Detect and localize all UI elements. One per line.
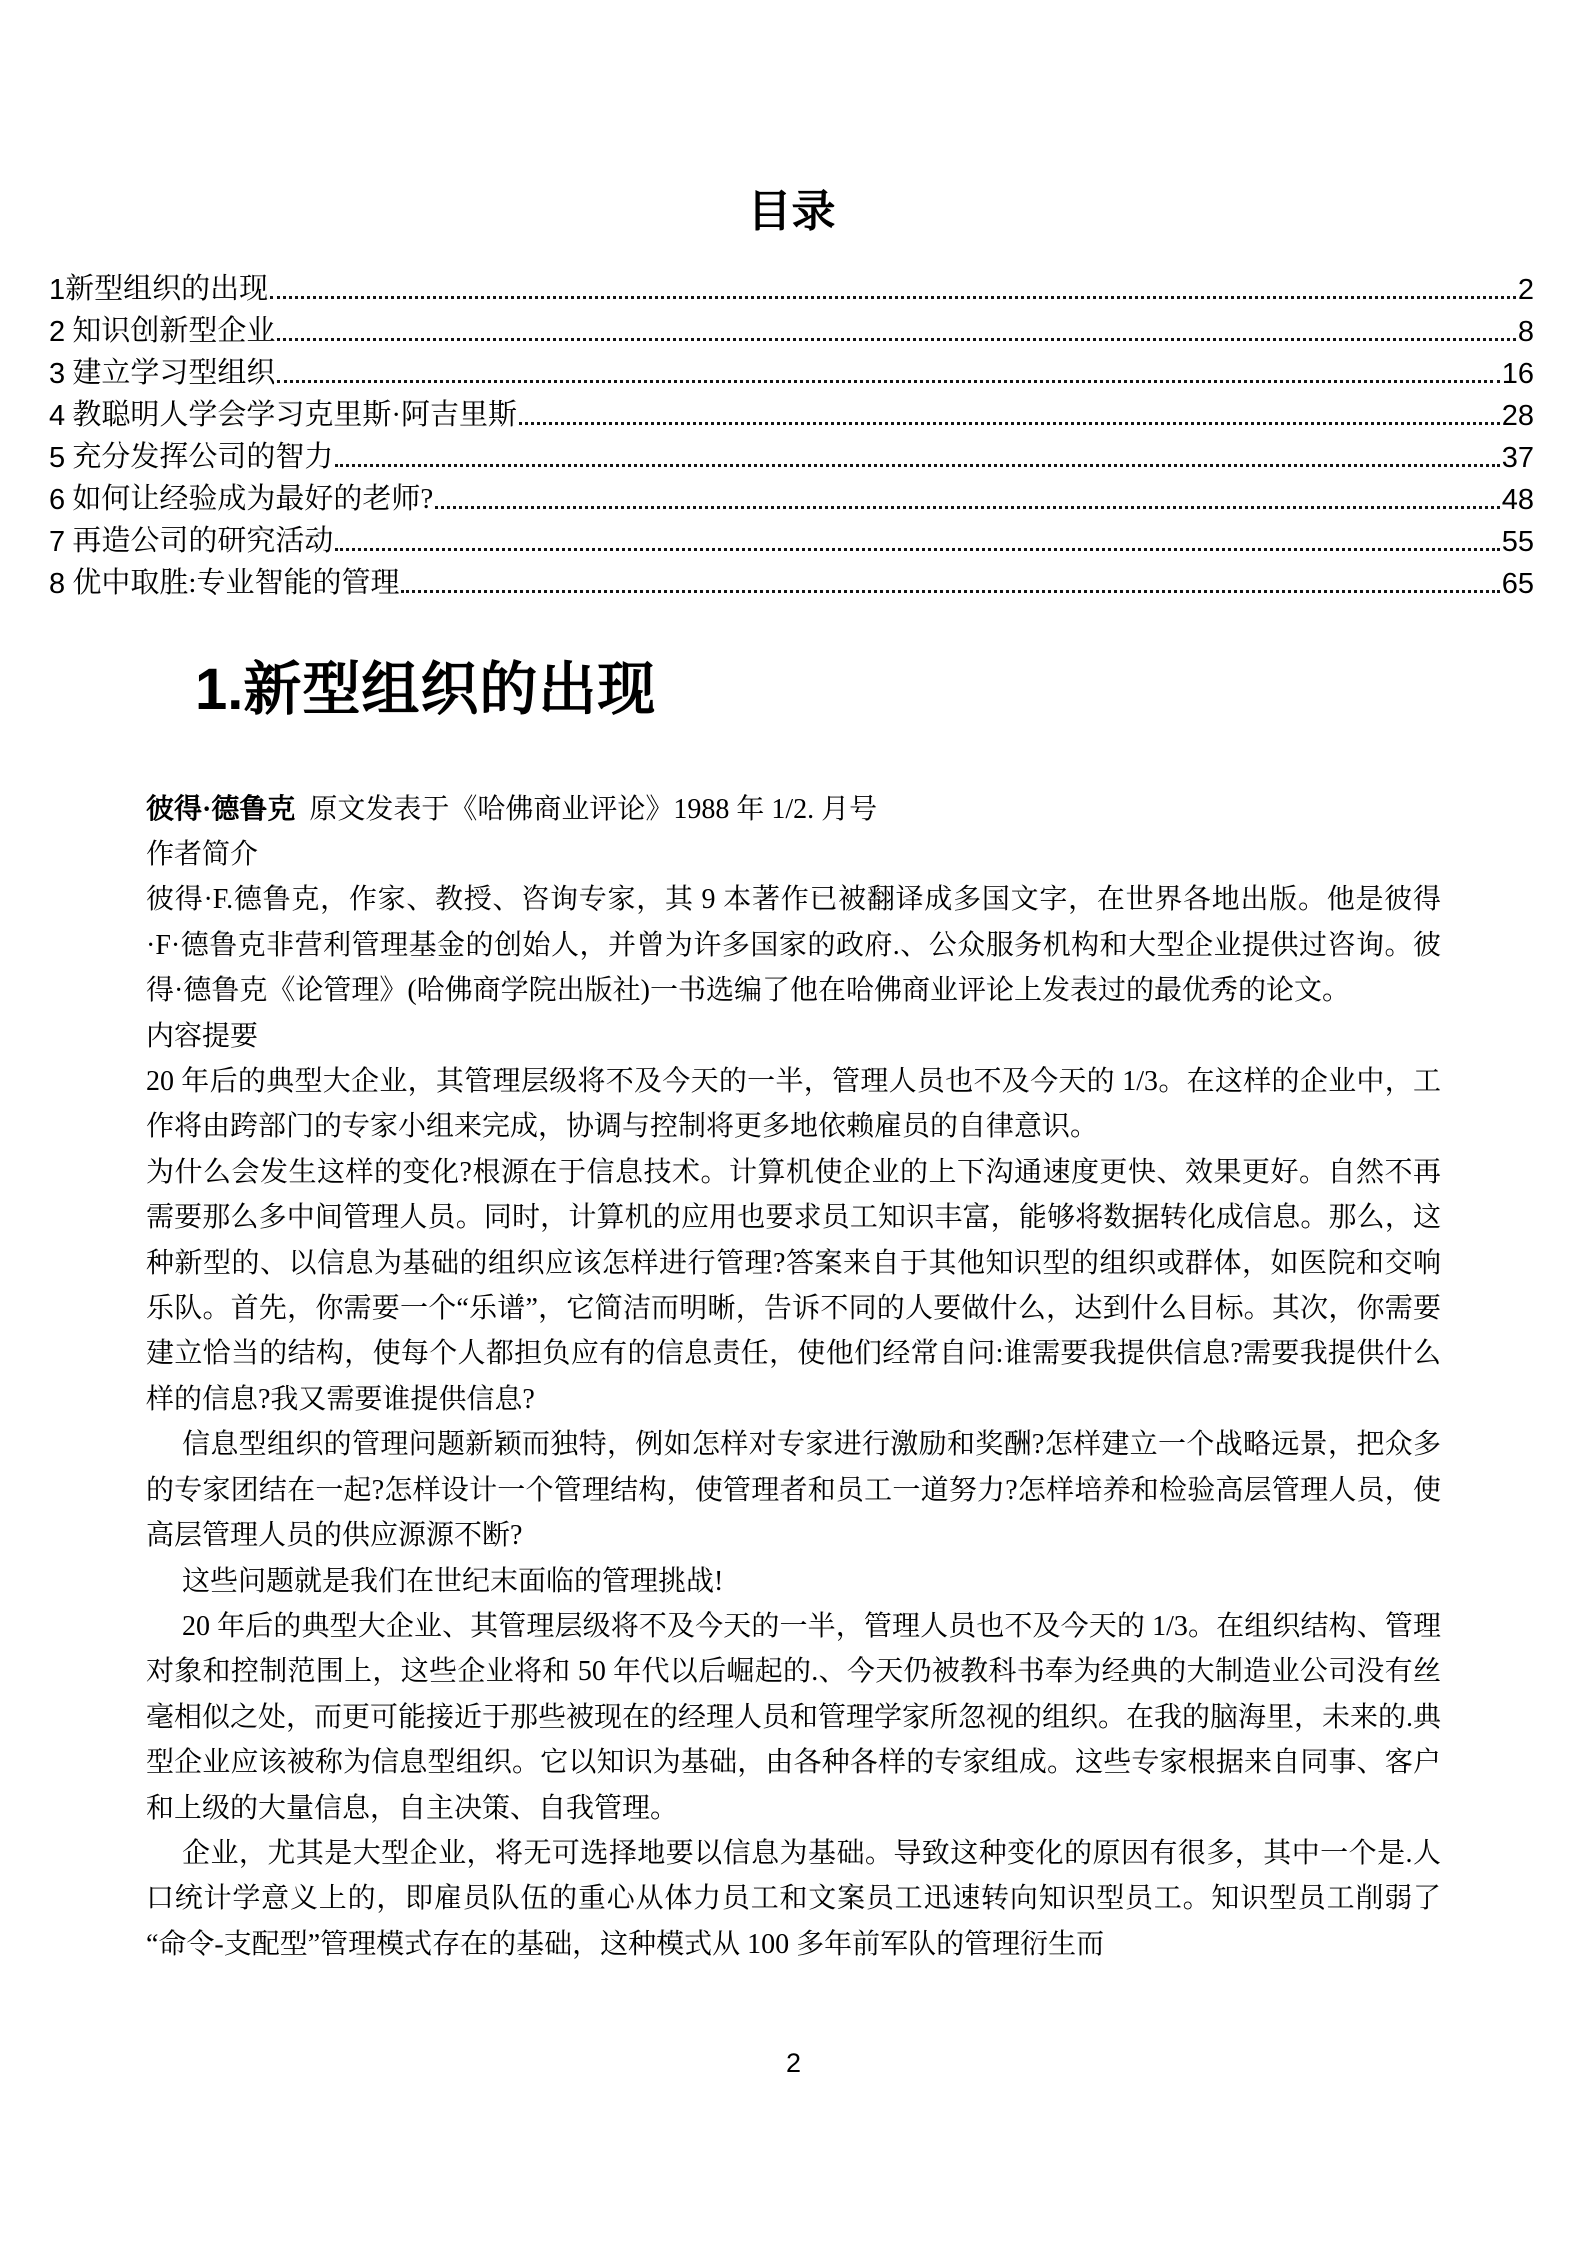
dot-leader [277,338,1515,341]
toc-entry[interactable] [49,433,1534,475]
toc-entry-page: 37 [1501,442,1534,474]
paragraph: 这些问题就是我们在世纪末面临的管理挑战! [182,1565,724,1597]
paragraph: 企业，尤其是大型企业，将无可选择地要以信息为基础。导致这种变化的原因有很多，其中一个是.人口统计学意义上的，即雇员队伍的重心从体力员工和文案员工迅速转向知识型员工。知识型员工削弱了“命令-支配型”管理模式存在的基础，这种模式从 100 多年前军队的管理衍生而 [146,1837,1441,1960]
toc-entry-page: 8 [1517,316,1534,348]
toc-entry-label: 优中取胜:专业智能的管理 [65,567,400,599]
toc-entry-label: 如何让经验成为最好的老师? [65,483,434,515]
toc-entry-num: 2 [49,316,66,348]
article-body [146,832,1441,1967]
toc-entry-label: 充分发挥公司的智力 [65,441,334,473]
paragraph: 信息型组织的管理问题新颖而独特，例如怎样对专家进行激励和奖酬?怎样建立一个战略远景，把众多的专家团结在一起?怎样设计一个管理结构，使管理者和员工一道努力?怎样培养和检验高层管理人员，使高层管理人员的供应源源不断? [146,1429,1441,1552]
chapter-heading [195,655,1441,725]
toc-entry-page: 16 [1501,358,1534,390]
byline [146,787,1441,832]
toc-entry[interactable] [49,559,1534,601]
toc-entry-num: 8 [49,568,66,600]
toc-entry-label: 知识创新型企业 [65,315,276,347]
toc-entry[interactable] [49,475,1534,517]
toc-entry-num: 5 [49,442,66,474]
toc-entry[interactable] [49,349,1534,391]
toc-entry-label: 新型组织的出现 [65,273,269,305]
toc-entry[interactable] [49,265,1534,307]
toc-entry-page: 55 [1501,526,1534,558]
paragraph: 内容提要 [146,1020,259,1052]
toc-entry-page: 28 [1501,400,1534,432]
dot-leader [519,422,1500,425]
chapter-number: 1. [195,657,244,722]
toc-entry[interactable] [49,517,1534,559]
toc-entry-label: 建立学习型组织 [65,357,276,389]
toc-entry-label: 再造公司的研究活动 [65,525,334,557]
dot-leader [401,590,1499,593]
byline-source: 原文发表于《哈佛商业评论》1988 年 1/2. 月号 [309,794,878,825]
toc-entry-num: 6 [49,484,66,516]
dot-leader [335,548,1499,551]
dot-leader [270,296,1516,299]
toc-entry-num: 1 [49,274,66,306]
table-of-contents [49,265,1534,601]
toc-entry[interactable] [49,391,1534,433]
paragraph: 作者简介 [146,839,259,870]
dot-leader [277,380,1499,383]
toc-entry-num: 4 [49,400,66,432]
toc-title: 目录 [747,187,836,236]
paragraph: 20 年后的典型大企业、其管理层级将不及今天的一半，管理人员也不及今天的 1/3。在组织结构、管理对象和控制范围上，这些企业将和 50 年代以后崛起的.、今天仍被教科书奉为经典的大制造业公司没有丝毫相似之处，而更可能接近于那些被现在的经理人员和管理学家所忽视的组织。在我的脑海里，未来的.典型企业应该被称为信息型组织。它以知识为基础，由各种各样的专家组成。这些专家根据来自同事、客户和上级的大量信息，自主决策、自我管理。 [146,1610,1442,1824]
toc-entry-label: 教聪明人学会学习克里斯·阿吉里斯 [65,399,518,431]
toc-entry-page: 2 [1517,274,1534,306]
paragraph: 为什么会发生这样的变化?根源在于信息技术。计算机使企业的上下沟通速度更快、效果更好。自然不再需要那么多中间管理人员。同时，计算机的应用也要求员工知识丰富，能够将数据转化成信息。那么，这种新型的、以信息为基础的组织应该怎样进行管理?答案来自于其他知识型的组织或群体，如医院和交响乐队。首先，你需要一个“乐谱”，它简洁而明晰，告诉不同的人要做什么，达到什么目标。其次，你需要建立恰当的结构，使每个人都担负应有的信息责任，使他们经常自问:谁需要我提供信息?需要我提供什么样的信息?我又需要谁提供信息? [146,1156,1441,1415]
author-name: 彼得·德鲁克 [146,794,296,825]
chapter-title: 新型组织的出现 [243,657,657,722]
toc-entry-page: 65 [1501,568,1534,600]
toc-entry-num: 3 [49,358,66,390]
page-number-footer: 2 [785,2048,802,2078]
dot-leader [435,506,1499,509]
toc-entry[interactable] [49,307,1534,349]
toc-entry-num: 7 [49,526,66,558]
toc-entry-page: 48 [1501,484,1534,516]
paragraph: 彼得·F.德鲁克，作家、教授、咨询专家，其 9 本著作已被翻译成多国文字，在世界各地出版。他是彼得·F·德鲁克非营利管理基金的创始人，并曾为许多国家的政府.、公众服务机构和大型企业提供过咨询。彼得·德鲁克《论管理》(哈佛商学院出版社)一书选编了他在哈佛商业评论上发表过的最优秀的论文。 [146,884,1441,1007]
dot-leader [335,464,1499,467]
paragraph: 20 年后的典型大企业，其管理层级将不及今天的一半，管理人员也不及今天的 1/3。在这样的企业中，工作将由跨部门的专家小组来完成，协调与控制将更多地依赖雇员的自律意识。 [146,1066,1441,1143]
